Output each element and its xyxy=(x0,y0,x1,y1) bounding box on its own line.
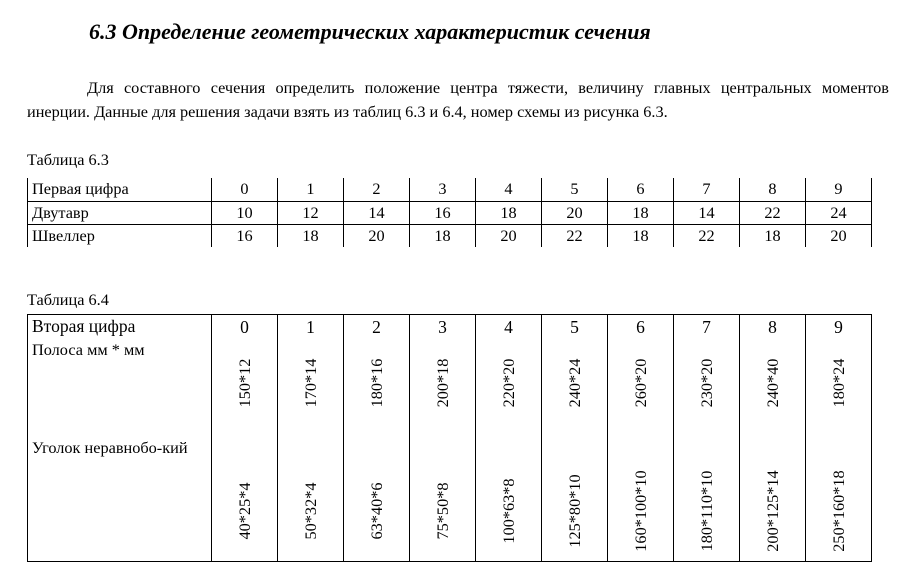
table-6-3 xyxy=(27,178,872,247)
column-digit: 5 xyxy=(570,317,579,337)
table-cell: 1 xyxy=(278,178,344,201)
table-cell: 20 xyxy=(542,201,608,224)
table-cell: 6 xyxy=(608,178,674,201)
table-cell: 18 xyxy=(608,201,674,224)
table-cell: 18 xyxy=(278,224,344,247)
table-6-4-row xyxy=(28,315,872,562)
table-cell: 0 xyxy=(212,178,278,201)
row-label: Швеллер xyxy=(28,224,212,247)
table-cell: 10 xyxy=(212,201,278,224)
table-cell: 22 xyxy=(740,201,806,224)
column-digit: 4 xyxy=(504,317,513,337)
table-cell: 22 xyxy=(542,224,608,247)
strip-label: Полоса мм * мм xyxy=(32,340,145,359)
table-column xyxy=(542,315,608,562)
angle-size: 75*50*8 xyxy=(432,482,452,540)
row-label: Первая цифра xyxy=(28,178,212,201)
table-column xyxy=(212,315,278,562)
table-cell: 2 xyxy=(344,178,410,201)
table-cell: 5 xyxy=(542,178,608,201)
angle-size: 40*25*4 xyxy=(234,482,254,540)
angle-size: 180*110*10 xyxy=(696,470,716,552)
strip-size: 180*24 xyxy=(828,358,848,408)
table-cell: 20 xyxy=(344,224,410,247)
strip-size: 180*16 xyxy=(366,358,386,408)
table-cell: 9 xyxy=(806,178,872,201)
strip-size: 170*14 xyxy=(300,358,320,408)
table-cell: 18 xyxy=(740,224,806,247)
table-cell: 20 xyxy=(806,224,872,247)
column-digit: 6 xyxy=(636,317,645,337)
table-column xyxy=(806,315,872,562)
angle-size: 50*32*4 xyxy=(300,482,320,540)
strip-size: 150*12 xyxy=(234,358,254,408)
table-cell: 22 xyxy=(674,224,740,247)
strip-size: 230*20 xyxy=(696,358,716,408)
section-heading: 6.3 Определение геометрических характеристик сечения xyxy=(89,19,651,44)
table-column xyxy=(674,315,740,562)
table-cell: 14 xyxy=(674,201,740,224)
strip-size: 240*40 xyxy=(762,358,782,408)
table-column xyxy=(410,315,476,562)
column-digit: 2 xyxy=(372,317,381,337)
table-cell: 18 xyxy=(476,201,542,224)
column-digit: 1 xyxy=(306,317,315,337)
table-row xyxy=(28,224,872,247)
table-cell: 7 xyxy=(674,178,740,201)
table-row xyxy=(28,201,872,224)
strip-size: 260*20 xyxy=(630,358,650,408)
table-cell: 16 xyxy=(212,224,278,247)
table-6-4 xyxy=(27,314,872,562)
table-cell: 14 xyxy=(344,201,410,224)
angle-size: 200*125*14 xyxy=(762,470,782,552)
column-digit: 8 xyxy=(768,317,777,337)
table-cell: 8 xyxy=(740,178,806,201)
table-cell: 20 xyxy=(476,224,542,247)
table-cell: 3 xyxy=(410,178,476,201)
angle-size: 160*100*10 xyxy=(630,470,650,552)
row-label: Двутавр xyxy=(28,201,212,224)
angle-size: 250*160*18 xyxy=(828,470,848,552)
table-cell: 18 xyxy=(608,224,674,247)
angle-size: 63*40*6 xyxy=(366,482,386,540)
column-digit: 7 xyxy=(702,317,711,337)
task-paragraph: Для составного сечения определить положение центра тяжести, величину главных центральных моментов инерции. Данные для решения задачи взять из таблиц 6.3 и 6.4, номер схемы из рисунка 6.3. xyxy=(27,78,889,121)
table-cell: 18 xyxy=(410,224,476,247)
angle-size: 100*63*8 xyxy=(498,478,518,544)
angle-label: Уголок неравнобо-кий xyxy=(32,438,188,457)
table-cell: 12 xyxy=(278,201,344,224)
column-digit: 9 xyxy=(834,317,843,337)
table-column xyxy=(278,315,344,562)
table-cell: 4 xyxy=(476,178,542,201)
strip-size: 200*18 xyxy=(432,358,452,408)
table-column xyxy=(344,315,410,562)
column-digit: 0 xyxy=(240,317,249,337)
strip-size: 240*24 xyxy=(564,358,584,408)
table-cell: 16 xyxy=(410,201,476,224)
table-column xyxy=(608,315,674,562)
table-6-4-label-cell xyxy=(28,315,212,562)
table-6-3-caption: Таблица 6.3 xyxy=(27,150,109,169)
table-row xyxy=(28,178,872,201)
angle-size: 125*80*10 xyxy=(564,474,584,548)
table-cell: 24 xyxy=(806,201,872,224)
strip-size: 220*20 xyxy=(498,358,518,408)
table-6-4-caption: Таблица 6.4 xyxy=(27,290,109,309)
table-column xyxy=(476,315,542,562)
table-column xyxy=(740,315,806,562)
column-digit: 3 xyxy=(438,317,447,337)
second-digit-label: Вторая цифра xyxy=(32,316,136,336)
